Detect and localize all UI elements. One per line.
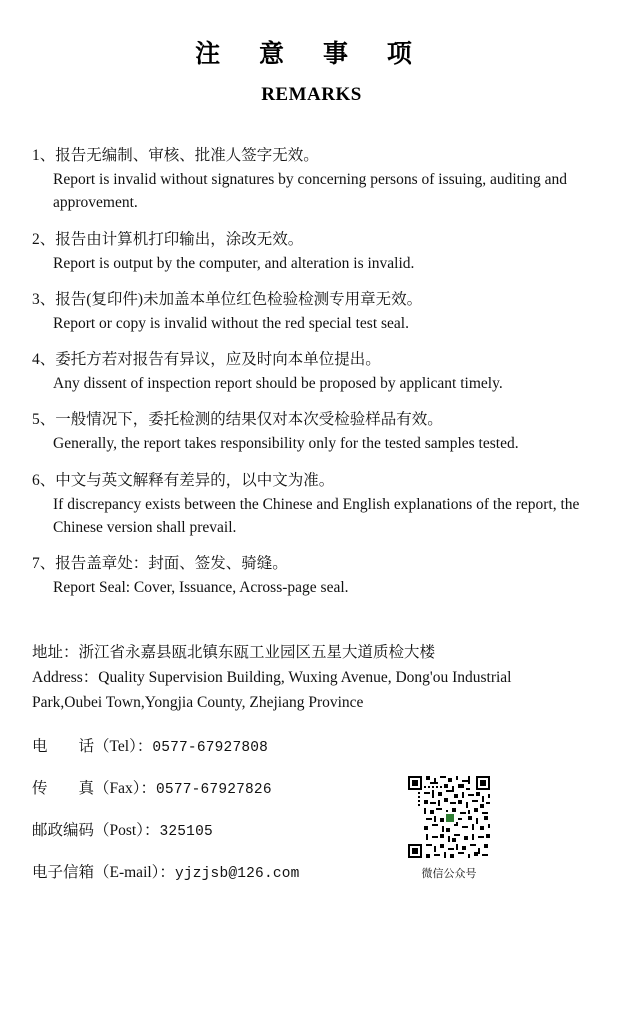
remark-chinese: 6、中文与英文解释有差异的，以中文为准。	[32, 471, 335, 489]
remark-item	[32, 144, 597, 215]
remark-english: Generally, the report takes responsibility only for the tested samples tested.	[53, 435, 519, 453]
remark-item	[32, 469, 597, 540]
page-title-chinese: 注 意 事 项	[195, 40, 428, 68]
remark-item	[32, 408, 597, 455]
fax-value: 0577-67927826	[156, 781, 272, 798]
remark-chinese: 1、报告无编制、审核、批准人签字无效。	[32, 147, 319, 164]
fax-label: 传 真（Fax）：	[32, 779, 157, 797]
remarks-page	[0, 34, 623, 1034]
remark-english: Report Seal: Cover, Issuance, Across-page seal.	[53, 579, 349, 597]
remark-english: Any dissent of inspection report should be proposed by applicant timely.	[53, 375, 503, 393]
remark-chinese: 5、一般情况下，委托检测的结果仅对本次受检验样品有效。	[32, 411, 443, 429]
remark-english: Report is output by the computer, and alteration is invalid.	[53, 254, 415, 272]
remark-chinese: 2、报告由计算机打印输出，涂改无效。	[32, 230, 304, 248]
postcode-label: 邮政编码（Post）：	[32, 821, 160, 839]
remark-item	[32, 288, 597, 335]
remark-english: Report is invalid without signatures by concerning persons of issuing, auditing and approvement.	[53, 171, 568, 212]
telephone-value: 0577-67927808	[152, 739, 269, 756]
remark-chinese: 4、委托方若对报告有异议，应及时向本单位提出。	[32, 351, 381, 369]
remark-english: If discrepancy exists between the Chinese and English explanations of the report, the Chinese version shall prevail.	[53, 495, 580, 536]
qr-code-icon	[406, 774, 492, 860]
postcode-value: 325105	[159, 823, 213, 840]
telephone-row	[32, 734, 402, 756]
postcode-row	[32, 818, 402, 840]
remark-item	[32, 348, 597, 395]
email-row	[32, 860, 402, 882]
address-english: Address：Quality Supervision Building, Wuxing Avenue, Dong'ou Industrial Park,Oubei Town,Yongjia County, Zhejiang Province	[32, 669, 512, 711]
remarks-list	[26, 144, 597, 599]
qr-caption: 微信公众号	[421, 868, 477, 880]
email-label: 电子信箱（E-mail）：	[32, 863, 175, 881]
wechat-qr-block	[397, 774, 501, 881]
contact-block	[26, 641, 597, 881]
fax-row	[32, 776, 402, 798]
contact-rows	[32, 734, 402, 882]
remark-chinese: 7、报告盖章处：封面、签发、骑缝。	[32, 555, 288, 573]
page-title-english: REMARKS	[261, 84, 362, 105]
remark-item	[32, 228, 597, 275]
telephone-label: 电 话（Tel）：	[32, 737, 153, 755]
remark-chinese: 3、报告(复印件)未加盖本单位红色检验检测专用章无效。	[32, 290, 423, 308]
address-chinese: 地址：浙江省永嘉县瓯北镇东瓯工业园区五星大道质检大楼	[32, 644, 436, 662]
remark-item	[32, 552, 597, 599]
email-value: yjzjsb@126.com	[174, 865, 300, 882]
remark-english: Report or copy is invalid without the red special test seal.	[53, 314, 409, 332]
